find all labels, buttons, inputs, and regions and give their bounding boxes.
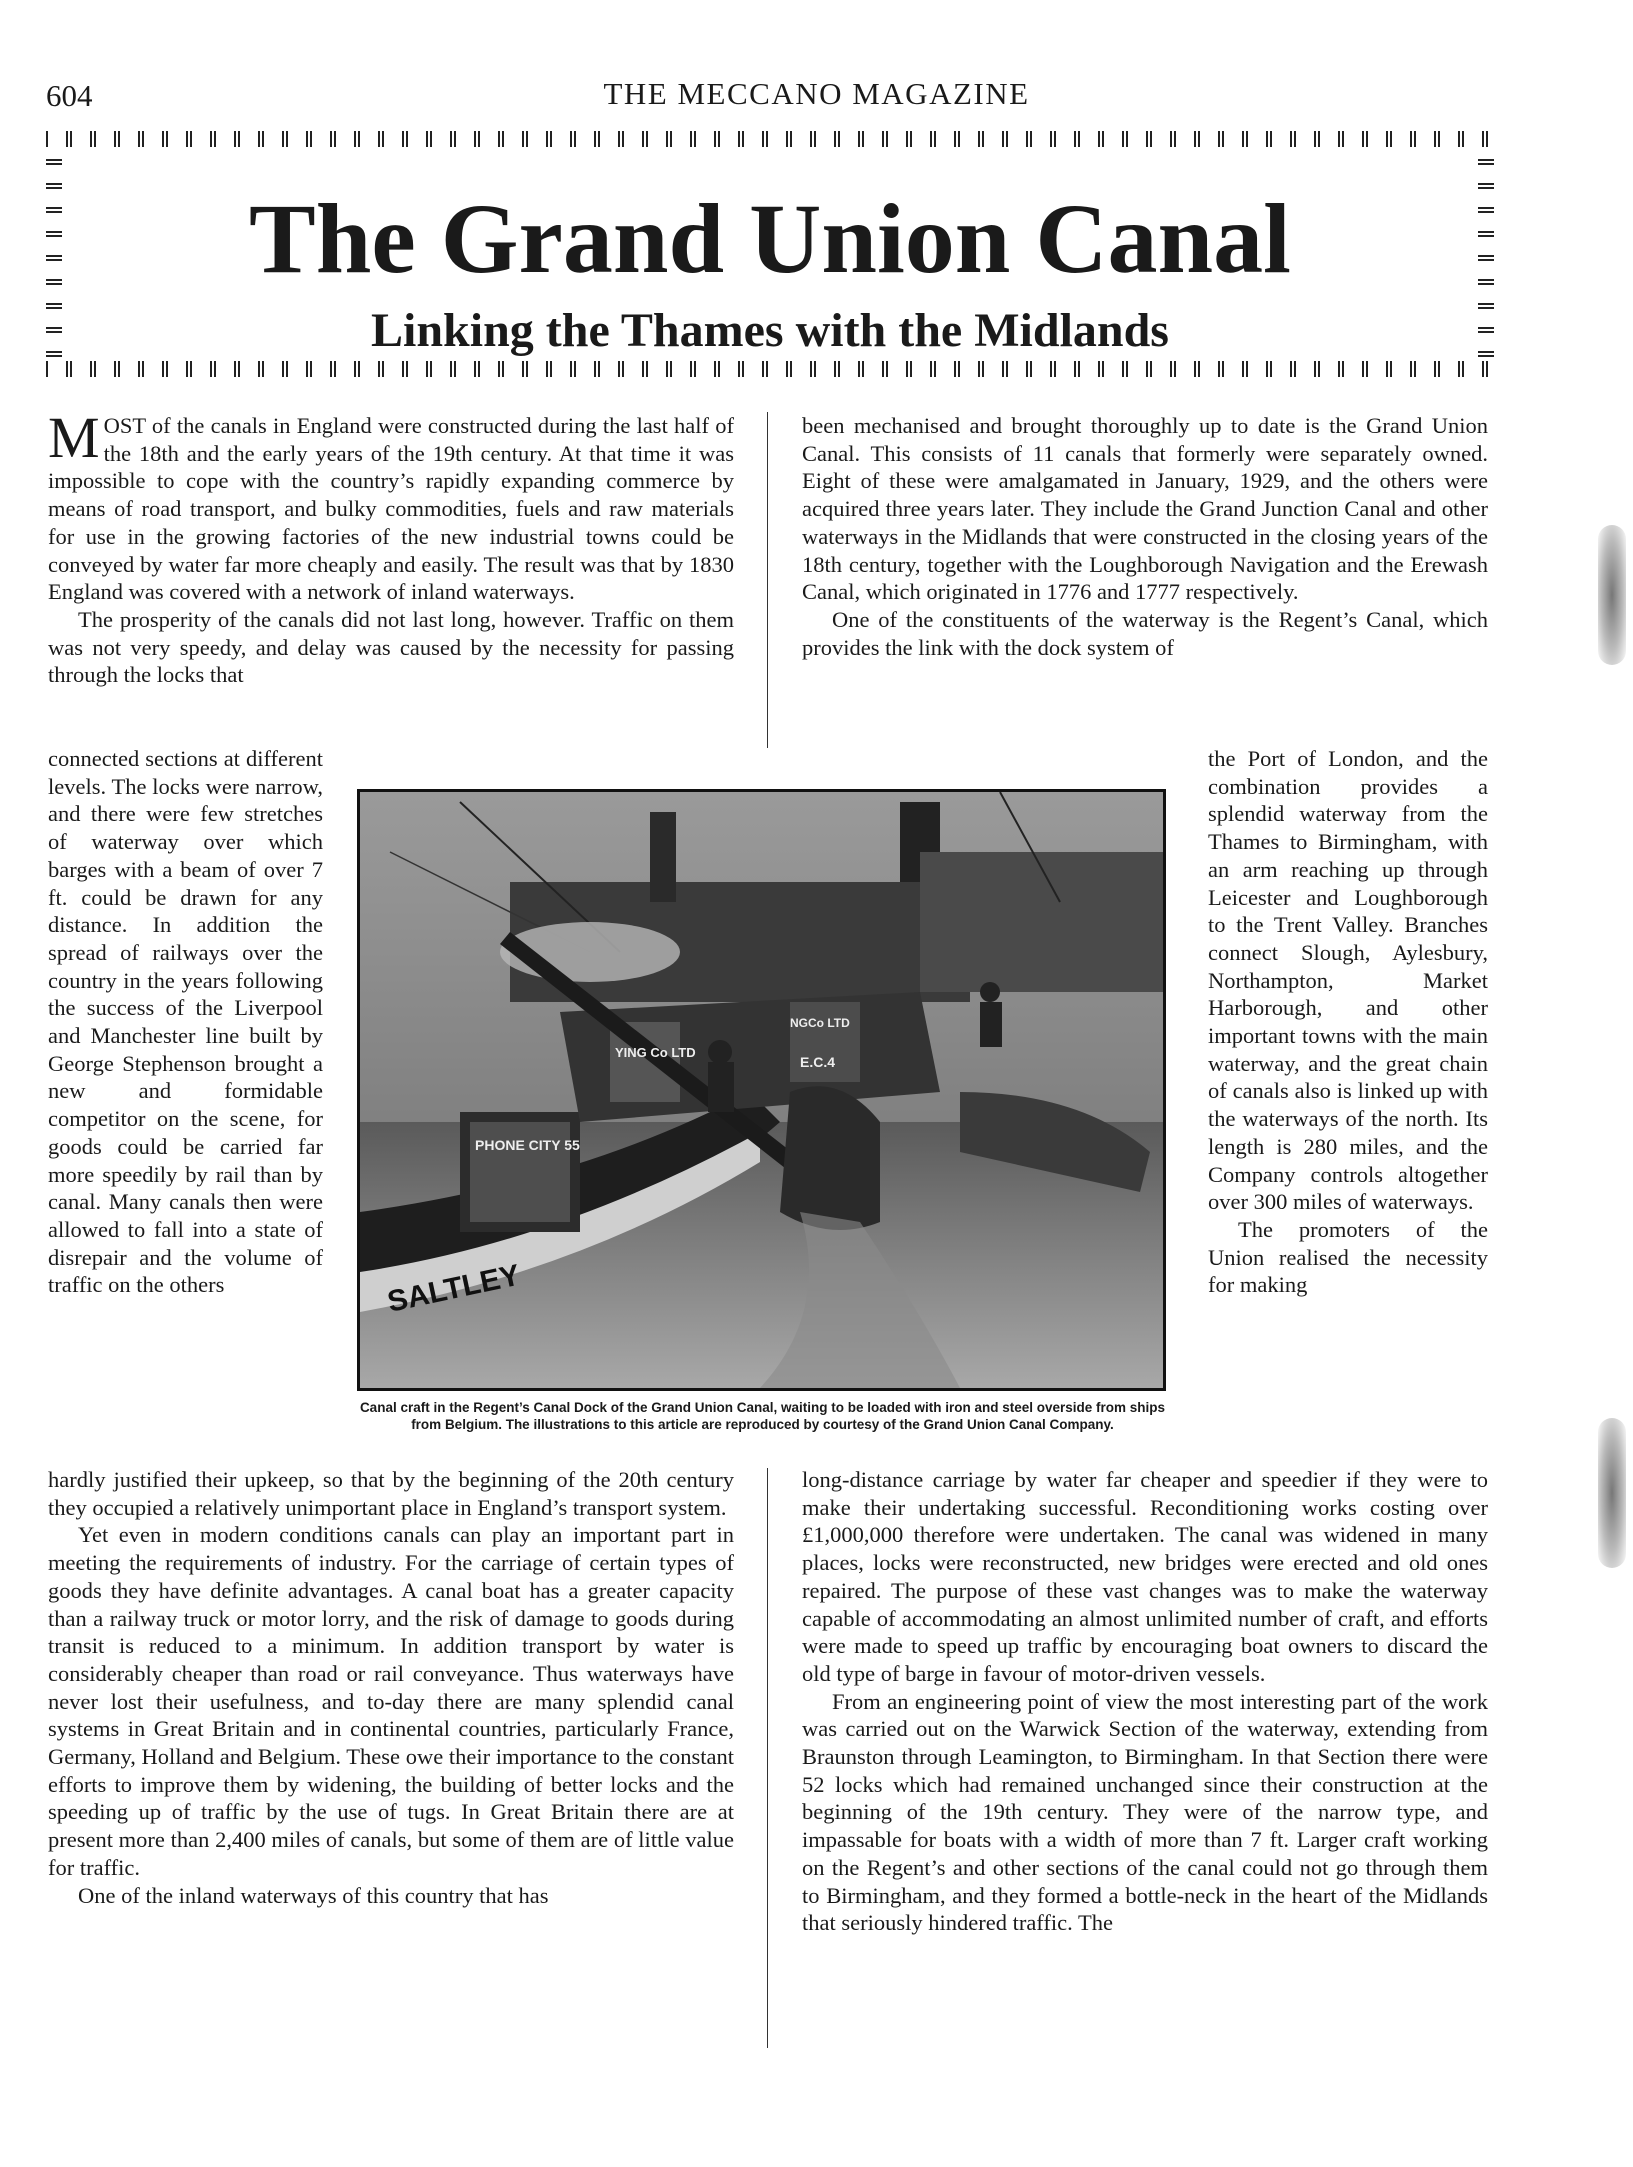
drop-cap: M (48, 405, 100, 470)
article-subtitle: Linking the Thames with the Midlands (371, 304, 1169, 357)
paragraph: From an engineering point of view the most interesting part of the work was carried out on the Warwick Section of the waterway, extending from Braunston through Leamington, to Birmingham. In that Section there were 52 locks which had remained unchanged since their construction at the beginning of the 19th century. They were of the narrow type, and impassable for boats with a width of more than 7 ft. Larger craft working on the Regent’s and other sections of the canal could not go through them to Birmingham, and they formed a bottle-neck in the heart of the Midlands that seriously hindered traffic. The (802, 1688, 1488, 1936)
paragraph: hardly justified their upkeep, so that by the beginning of the 20th century they occupied a relatively unimportant place in England’s transport system. (48, 1467, 734, 1520)
paragraph: One of the inland waterways of this country that has (78, 1882, 549, 1908)
binding-hole-mark (1598, 1418, 1626, 1568)
binding-hole-mark (1598, 525, 1626, 665)
boat-name-saltley: SALTLEY (384, 1258, 523, 1319)
paragraph (48, 405, 734, 606)
page-number: 604 (46, 78, 93, 113)
paragraph: long-distance carriage by water far cheaper and speedier if they were to make their undertaking successful. Reconditioning works costing over £1,000,000 therefore were undertaken. The canal was widened in many places, locks were reconstructed, new bridges were erected and old ones repaired. The purpose of these vast changes was to make the waterway capable of accommodating an almost unlimited number of craft, and efforts were made to speed up traffic by encouraging boat owners to discard the old type of barge in favour of motor-driven vessels. (802, 1467, 1488, 1686)
photo-caption: Canal craft in the Regent’s Canal Dock of the Grand Union Canal, waiting to be loaded with iron and steel overside from ships from Belgium. The illustrations to this article are reproduced by courtesy of the Grand Union Canal Company. (359, 1400, 1166, 1432)
paragraph: One of the constituents of the waterway is the Regent’s Canal, which provides the link with the dock system of (802, 606, 1488, 660)
column-rule-top (767, 412, 768, 748)
right-column-narrow (1208, 745, 1488, 1299)
right-column-top (802, 412, 1488, 661)
boat-name-ying: YING Co LTD (615, 1045, 696, 1060)
paragraph: been mechanised and brought thoroughly up to date is the Grand Union Canal. This consists of 11 canals that formerly were separately owned. Eight of these were amalgamated in January, 1929, and the others were acquired three years later. They include the Grand Junction Canal and other waterways in the Midlands that were constructed in the closing years of the 18th century, together with the Loughborough Navigation and the Erewash Canal, which originated in 1776 and 1777 respectively. (802, 413, 1488, 605)
paragraph: the Port of London, and the combination provides a splendid waterway from the Thames to Birmingham, with an arm reaching up through Leicester and Loughborough to the Trent Valley. Branches connect Slough, Aylesbury, Northampton, Market Harborough, and other important towns with the main waterway, and the great chain of canals also is linked up with the waterways of the north. Its length is 280 miles, and the Company controls altogether over 300 miles of waterways. (1208, 746, 1488, 1215)
left-column-narrow (48, 745, 323, 1299)
article-title: The Grand Union Canal (249, 183, 1291, 294)
boat-name-ngco: NGCo LTD (790, 1016, 850, 1030)
left-column-bottom (48, 1466, 734, 1909)
left-column-top (48, 405, 734, 689)
paragraph: connected sections at different levels. The locks were narrow, and there were few stretches of waterway over which barges with a beam of over 7 ft. could be drawn for any distance. In addition the spread of railways over the country in the years following the success of the Liverpool and Manchester line built by George Stephenson brought a new and formidable competitor on the scene, for goods could be carried far more speedily by rail than by canal. Many canals then were allowed to fall into a state of disrepair and the volume of traffic on the others (48, 746, 323, 1298)
title-box (46, 131, 1494, 377)
paragraph: Yet even in modern conditions canals can play an important part in meeting the requirements of industry. For the carriage of certain types of goods they have definite advantages. A canal boat has a greater capacity than a railway truck or motor lorry, and the risk of damage to goods during transit is reduced to a minimum. In addition transport by water is considerably cheaper than road or rail conveyance. Thus waterways have never lost their usefulness, and to-day there are many splendid canal systems in Great Britain and in continental countries, particularly France, Germany, Holland and Belgium. These owe their importance to the constant efforts to improve them by widening, the building of better locks and the speeding up of traffic by the use of tugs. In Great Britain there are at present more than 2,400 miles of canals, but some of them are of little value for traffic. (48, 1522, 734, 1880)
boat-name-ec4: E.C.4 (800, 1054, 836, 1070)
right-column-bottom (802, 1466, 1488, 1937)
canal-photo (357, 789, 1166, 1391)
paragraph: The prosperity of the canals did not last long, however. Traffic on them was not very speedy, and delay was caused by the necessity for passing through the locks that (48, 606, 734, 688)
paragraph-text: OST of the canals in England were constructed during the last half of the 18th and the early years of the 19th century. At that time it was impossible to cope with the country’s rapidly expanding commerce by means of road transport, and bulky commodities, fuels and raw materials for use in the growing factories of the new industrial towns could be conveyed by water far more cheaply and easily. The result was that by 1830 England was covered with a network of inland waterways. (48, 413, 734, 605)
boat-name-phone-city: PHONE CITY 55 (475, 1137, 580, 1153)
paragraph: The promoters of the Union realised the necessity for making (1208, 1216, 1488, 1298)
column-rule-bottom (767, 1468, 768, 2048)
running-title: THE MECCANO MAGAZINE (603, 76, 1030, 111)
